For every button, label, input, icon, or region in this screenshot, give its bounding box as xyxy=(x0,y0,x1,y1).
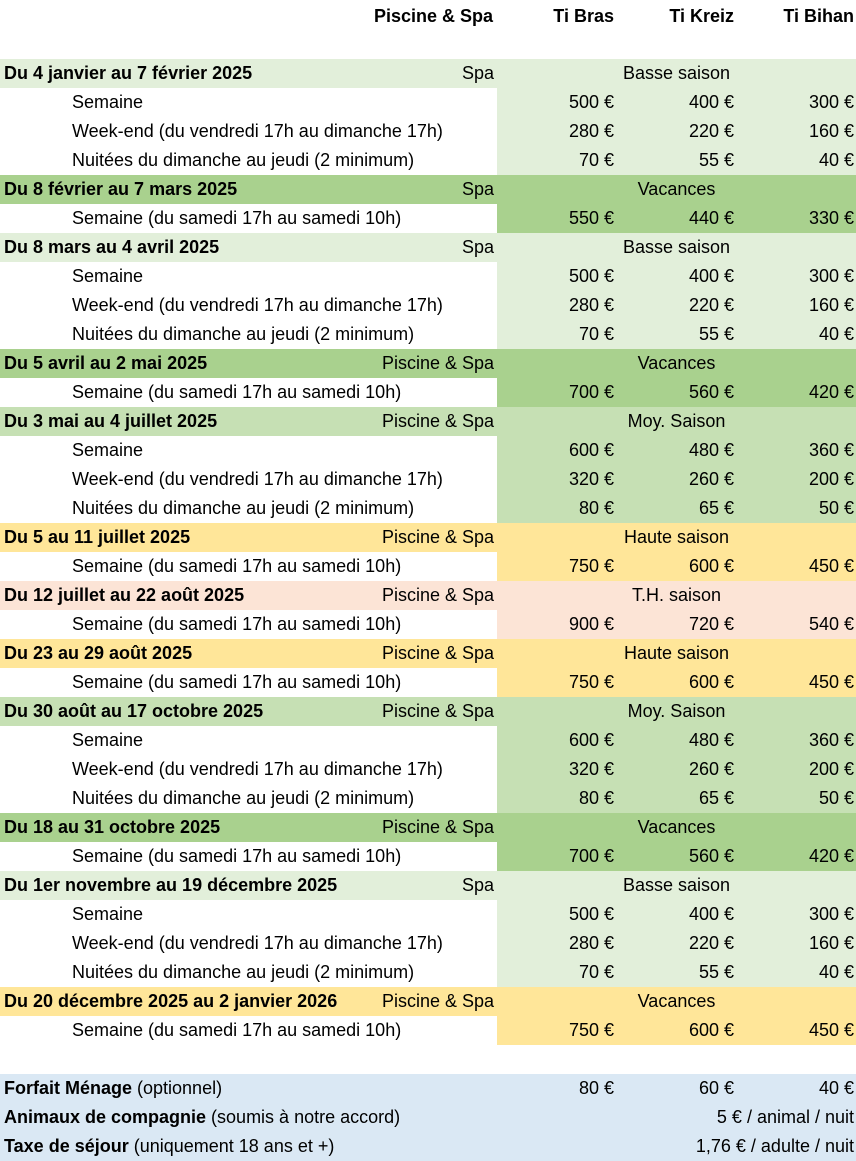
period-label: Du 8 mars au 4 avril 2025 xyxy=(4,237,220,257)
price-ti-bras: 600 € xyxy=(568,730,614,750)
price-ti-bihan: 300 € xyxy=(808,92,854,112)
rate-row xyxy=(0,378,856,407)
period-label: Du 5 avril au 2 mai 2025 xyxy=(4,353,208,373)
rate-label: Semaine (du samedi 17h au samedi 10h) xyxy=(0,378,497,407)
price-ti-bihan: 200 € xyxy=(808,759,854,779)
rate-row xyxy=(0,755,856,784)
rate-row xyxy=(0,262,856,291)
price-ti-kreiz: 55 € xyxy=(698,324,734,344)
price-ti-bras: 70 € xyxy=(578,962,614,982)
price-ti-bihan: 330 € xyxy=(808,208,854,228)
price-ti-bihan: 40 € xyxy=(818,150,854,170)
rate-label: Week-end (du vendredi 17h au dimanche 17h) xyxy=(0,291,497,320)
period-row xyxy=(0,407,856,436)
price-ti-bras: 700 € xyxy=(568,846,614,866)
header-pool: Piscine & Spa xyxy=(373,6,493,26)
header-ti-bihan: Ti Bihan xyxy=(783,6,854,26)
price-ti-kreiz: 600 € xyxy=(688,1020,734,1040)
rate-label: Week-end (du vendredi 17h au dimanche 17h) xyxy=(0,117,497,146)
period-row xyxy=(0,175,856,204)
price-ti-bras: 70 € xyxy=(578,324,614,344)
price-ti-bras: 750 € xyxy=(568,672,614,692)
rate-row xyxy=(0,465,856,494)
price-ti-bihan: 450 € xyxy=(808,1020,854,1040)
rate-label: Semaine (du samedi 17h au samedi 10h) xyxy=(0,668,497,697)
rate-label: Nuitées du dimanche au jeudi (2 minimum) xyxy=(0,784,497,813)
extra-menage-title: Forfait Ménage xyxy=(4,1078,133,1098)
price-ti-bras: 280 € xyxy=(568,121,614,141)
extra-menage-ti-bras: 80 € xyxy=(578,1078,614,1098)
period-pool: Spa xyxy=(461,63,494,83)
price-ti-kreiz: 260 € xyxy=(688,469,734,489)
period-season: Moy. Saison xyxy=(627,701,726,721)
extra-menage-label xyxy=(0,1074,497,1103)
price-ti-bras: 320 € xyxy=(568,469,614,489)
rate-label: Semaine xyxy=(0,900,497,929)
rate-row xyxy=(0,958,856,987)
price-ti-bihan: 450 € xyxy=(808,556,854,576)
price-ti-kreiz: 220 € xyxy=(688,295,734,315)
extra-taxe-note: (uniquement 18 ans et +) xyxy=(128,1136,335,1156)
period-label: Du 12 juillet au 22 août 2025 xyxy=(4,585,245,605)
rate-label: Semaine (du samedi 17h au samedi 10h) xyxy=(0,842,497,871)
price-ti-kreiz: 400 € xyxy=(688,92,734,112)
price-ti-bihan: 40 € xyxy=(818,324,854,344)
period-row xyxy=(0,59,856,88)
price-ti-kreiz: 220 € xyxy=(688,121,734,141)
rate-row xyxy=(0,784,856,813)
price-ti-kreiz: 600 € xyxy=(688,672,734,692)
price-ti-bihan: 160 € xyxy=(808,121,854,141)
rate-row xyxy=(0,291,856,320)
price-ti-bihan: 160 € xyxy=(808,295,854,315)
rate-label: Nuitées du dimanche au jeudi (2 minimum) xyxy=(0,320,497,349)
period-pool: Piscine & Spa xyxy=(381,527,494,547)
price-ti-bras: 750 € xyxy=(568,1020,614,1040)
extra-animaux-label xyxy=(0,1103,497,1132)
rate-row xyxy=(0,204,856,233)
header-ti-kreiz: Ti Kreiz xyxy=(669,6,734,26)
extra-animaux-row xyxy=(0,1103,856,1132)
price-ti-bras: 500 € xyxy=(568,904,614,924)
price-ti-bihan: 360 € xyxy=(808,730,854,750)
rate-label: Semaine (du samedi 17h au samedi 10h) xyxy=(0,204,497,233)
price-ti-kreiz: 400 € xyxy=(688,904,734,924)
period-pool: Piscine & Spa xyxy=(381,701,494,721)
price-ti-kreiz: 600 € xyxy=(688,556,734,576)
price-ti-kreiz: 720 € xyxy=(688,614,734,634)
period-row xyxy=(0,639,856,668)
period-row xyxy=(0,581,856,610)
price-ti-kreiz: 65 € xyxy=(698,498,734,518)
period-row xyxy=(0,233,856,262)
period-row xyxy=(0,871,856,900)
rate-label: Semaine xyxy=(0,262,497,291)
period-row xyxy=(0,697,856,726)
price-ti-bras: 320 € xyxy=(568,759,614,779)
price-ti-bihan: 420 € xyxy=(808,382,854,402)
price-ti-bras: 280 € xyxy=(568,295,614,315)
rate-row xyxy=(0,494,856,523)
rate-label: Semaine (du samedi 17h au samedi 10h) xyxy=(0,610,497,639)
rate-row xyxy=(0,929,856,958)
period-pool: Piscine & Spa xyxy=(381,411,494,431)
period-pool: Piscine & Spa xyxy=(381,353,494,373)
rate-label: Nuitées du dimanche au jeudi (2 minimum) xyxy=(0,958,497,987)
price-ti-bihan: 360 € xyxy=(808,440,854,460)
price-ti-bihan: 50 € xyxy=(818,498,854,518)
period-season: Haute saison xyxy=(623,527,730,547)
price-ti-bihan: 200 € xyxy=(808,469,854,489)
price-ti-kreiz: 55 € xyxy=(698,962,734,982)
price-ti-kreiz: 440 € xyxy=(688,208,734,228)
period-pool: Spa xyxy=(461,179,494,199)
price-ti-bras: 600 € xyxy=(568,440,614,460)
extra-menage-row xyxy=(0,1074,856,1103)
period-season: T.H. saison xyxy=(631,585,722,605)
extra-taxe-value: 1,76 € / adulte / nuit xyxy=(695,1136,854,1156)
period-season: Basse saison xyxy=(622,63,731,83)
period-row xyxy=(0,813,856,842)
period-label: Du 5 au 11 juillet 2025 xyxy=(4,527,191,547)
price-ti-kreiz: 560 € xyxy=(688,382,734,402)
period-season: Basse saison xyxy=(622,875,731,895)
extra-menage-ti-kreiz: 60 € xyxy=(698,1078,734,1098)
period-pool: Piscine & Spa xyxy=(381,643,494,663)
extra-taxe-row xyxy=(0,1132,856,1161)
price-ti-bras: 70 € xyxy=(578,150,614,170)
rate-label: Semaine xyxy=(0,726,497,755)
rate-row xyxy=(0,88,856,117)
period-row xyxy=(0,349,856,378)
price-ti-kreiz: 400 € xyxy=(688,266,734,286)
extra-animaux-note: (soumis à notre accord) xyxy=(206,1107,401,1127)
extra-taxe-title: Taxe de séjour xyxy=(4,1136,129,1156)
period-label: Du 23 au 29 août 2025 xyxy=(4,643,193,663)
period-label: Du 4 janvier au 7 février 2025 xyxy=(4,63,253,83)
period-label: Du 30 août au 17 octobre 2025 xyxy=(4,701,264,721)
period-season: Vacances xyxy=(637,817,716,837)
period-season: Vacances xyxy=(637,179,716,199)
period-label: Du 20 décembre 2025 au 2 janvier 2026 xyxy=(4,991,338,1011)
rate-label: Week-end (du vendredi 17h au dimanche 17h) xyxy=(0,755,497,784)
period-season: Haute saison xyxy=(623,643,730,663)
extra-taxe-label xyxy=(0,1132,497,1161)
extra-animaux-title: Animaux de compagnie xyxy=(4,1107,207,1127)
price-ti-kreiz: 65 € xyxy=(698,788,734,808)
period-season: Vacances xyxy=(637,991,716,1011)
price-ti-kreiz: 55 € xyxy=(698,150,734,170)
pricing-table xyxy=(0,59,856,1045)
rate-row xyxy=(0,117,856,146)
price-ti-kreiz: 480 € xyxy=(688,730,734,750)
period-label: Du 3 mai au 4 juillet 2025 xyxy=(4,411,218,431)
price-ti-bras: 500 € xyxy=(568,92,614,112)
rate-label: Semaine xyxy=(0,88,497,117)
period-season: Basse saison xyxy=(622,237,731,257)
price-ti-bihan: 50 € xyxy=(818,788,854,808)
rate-row xyxy=(0,146,856,175)
period-pool: Spa xyxy=(461,237,494,257)
price-ti-bras: 550 € xyxy=(568,208,614,228)
price-ti-bihan: 300 € xyxy=(808,266,854,286)
rate-row xyxy=(0,842,856,871)
period-pool: Spa xyxy=(461,875,494,895)
rate-row xyxy=(0,436,856,465)
price-ti-bihan: 300 € xyxy=(808,904,854,924)
period-season: Moy. Saison xyxy=(627,411,726,431)
price-ti-bihan: 160 € xyxy=(808,933,854,953)
price-ti-bras: 500 € xyxy=(568,266,614,286)
price-ti-kreiz: 560 € xyxy=(688,846,734,866)
price-ti-bihan: 540 € xyxy=(808,614,854,634)
rate-label: Nuitées du dimanche au jeudi (2 minimum) xyxy=(0,494,497,523)
rate-label: Nuitées du dimanche au jeudi (2 minimum) xyxy=(0,146,497,175)
period-row xyxy=(0,523,856,552)
rate-label: Week-end (du vendredi 17h au dimanche 17h) xyxy=(0,465,497,494)
period-season: Vacances xyxy=(637,353,716,373)
price-ti-bras: 750 € xyxy=(568,556,614,576)
period-label: Du 18 au 31 octobre 2025 xyxy=(4,817,221,837)
rate-row xyxy=(0,668,856,697)
period-label: Du 1er novembre au 19 décembre 2025 xyxy=(4,875,338,895)
price-ti-bras: 80 € xyxy=(578,788,614,808)
period-pool: Piscine & Spa xyxy=(381,585,494,605)
period-label: Du 8 février au 7 mars 2025 xyxy=(4,179,238,199)
price-ti-bras: 900 € xyxy=(568,614,614,634)
price-ti-bihan: 420 € xyxy=(808,846,854,866)
extra-animaux-value: 5 € / animal / nuit xyxy=(716,1107,854,1127)
rate-label: Week-end (du vendredi 17h au dimanche 17h) xyxy=(0,929,497,958)
column-header xyxy=(0,0,856,32)
price-ti-bras: 280 € xyxy=(568,933,614,953)
header-ti-bras: Ti Bras xyxy=(553,6,614,26)
price-ti-kreiz: 220 € xyxy=(688,933,734,953)
period-pool: Piscine & Spa xyxy=(381,817,494,837)
rate-row xyxy=(0,900,856,929)
rate-row xyxy=(0,552,856,581)
rate-row xyxy=(0,610,856,639)
period-pool: Piscine & Spa xyxy=(381,991,494,1011)
rate-row xyxy=(0,320,856,349)
rate-label: Semaine (du samedi 17h au samedi 10h) xyxy=(0,1016,497,1045)
rate-label: Semaine xyxy=(0,436,497,465)
price-ti-kreiz: 260 € xyxy=(688,759,734,779)
extra-menage-ti-bihan: 40 € xyxy=(818,1078,854,1098)
price-ti-bras: 80 € xyxy=(578,498,614,518)
period-row xyxy=(0,987,856,1016)
rate-row xyxy=(0,726,856,755)
rate-label: Semaine (du samedi 17h au samedi 10h) xyxy=(0,552,497,581)
rate-row xyxy=(0,1016,856,1045)
price-ti-bihan: 40 € xyxy=(818,962,854,982)
price-ti-bihan: 450 € xyxy=(808,672,854,692)
extra-menage-note: (optionnel) xyxy=(132,1078,223,1098)
price-ti-bras: 700 € xyxy=(568,382,614,402)
extras-section xyxy=(0,1074,856,1161)
price-ti-kreiz: 480 € xyxy=(688,440,734,460)
